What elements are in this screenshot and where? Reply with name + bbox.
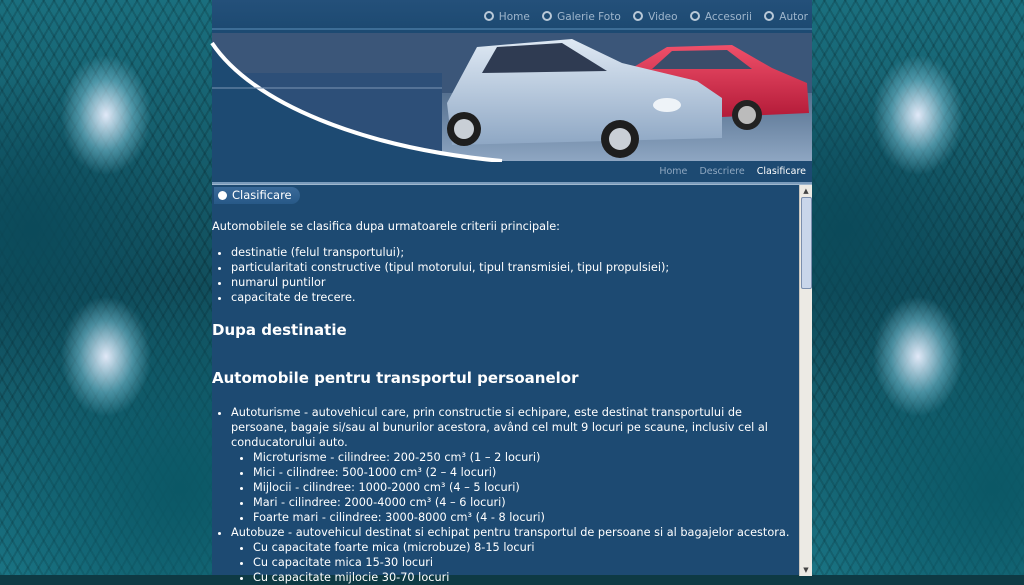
nav-bullet-icon — [690, 11, 700, 21]
list-item: • Cu capacitate foarte mica (microbuze) 8-15 locuri — [253, 540, 798, 555]
top-nav — [212, 0, 812, 30]
autoturisme-sublist — [231, 450, 798, 525]
autobuze-sublist — [231, 540, 798, 585]
list-item: • Microturisme - cilindree: 200-250 cm³ (1 – 2 locuri) — [253, 450, 798, 465]
subnav-clasificare[interactable]: Clasificare — [756, 166, 806, 177]
main-container — [212, 0, 812, 584]
list-item: • destinatie (felul transportului); — [231, 245, 798, 260]
list-item: • Cu capacitate mijlocie 30-70 locuri — [253, 570, 798, 585]
list-item: • Mari - cilindree: 2000-4000 cm³ (4 – 6 locuri) — [253, 495, 798, 510]
list-item: • capacitate de trecere. — [231, 290, 798, 305]
scroll-up-arrow-icon[interactable]: ▲ — [803, 187, 809, 195]
list-item-autobuze: • Autobuze - autovehicul destinat si echipat pentru transportul de persoane si al bagajelor acestora. • Cu capacitate foarte mica (microbuze) 8-15 locuri • Cu capacitate mica 15-30 locuri • Cu capacitate mijlocie 30-70 locuri — [231, 525, 798, 585]
heading-transport-persoane: Automobile pentru transportul persoanelor — [212, 369, 579, 387]
intro-text: Automobilele se clasifica dupa urmatoarele criterii principale: — [212, 220, 560, 233]
tab-bullet-icon — [218, 191, 227, 200]
subnav-descriere[interactable]: Descriere — [699, 166, 745, 177]
vertical-scrollbar[interactable] — [799, 185, 812, 576]
nav-bullet-icon — [764, 11, 774, 21]
background-right-panel — [812, 0, 1024, 575]
banner-cars-image — [212, 33, 812, 161]
subnav-home[interactable]: Home — [659, 166, 688, 177]
heading-destinatie: Dupa destinatie — [212, 321, 347, 339]
vehicle-list — [212, 405, 798, 585]
nav-accesorii[interactable]: Accesorii — [690, 11, 752, 23]
nav-autor[interactable]: Autor — [764, 11, 808, 23]
list-item: • Foarte mari - cilindree: 3000-8000 cm³ (4 - 8 locuri) — [253, 510, 798, 525]
background-left-panel — [0, 0, 212, 575]
list-item: • Mijlocii - cilindree: 1000-2000 cm³ (4 – 5 locuri) — [253, 480, 798, 495]
scroll-down-arrow-icon[interactable]: ▼ — [803, 566, 809, 574]
sub-nav — [212, 162, 812, 184]
scroll-thumb[interactable] — [801, 197, 812, 289]
article — [212, 185, 798, 585]
nav-home[interactable]: Home — [484, 11, 530, 23]
list-item: • particularitati constructive (tipul motorului, tipul transmisiei, tipul propulsiei); — [231, 260, 798, 275]
list-item: • Mici - cilindree: 500-1000 cm³ (2 – 4 locuri) — [253, 465, 798, 480]
nav-bullet-icon — [484, 11, 494, 21]
content-area — [212, 184, 812, 584]
list-item-autoturisme: • Autoturisme - autovehicul care, prin constructie si echipare, este destinat transportului de persoane, bagaje si/sau al bunurilor acestora, având cel mult 9 locuri pe scaune, inclusiv cel al conducatorului auto. • Microturisme - cilindree: 200-250 cm³ (1 – 2 locuri) • Mici - cilindree: 500-1000 cm³ (2 – 4 locuri) • Mijlocii - cilindree: 1000-2000 cm³ (4 – 5 locuri) • Mari - cilindree: 2000-4000 cm³ (4 – 6 locuri) • Foarte mari - cilindree: 3000-8000 cm³ (4 - 8 locuri) — [231, 405, 798, 525]
section-tab — [214, 187, 300, 204]
criteria-list — [212, 245, 798, 305]
section-title: Clasificare — [232, 188, 292, 202]
list-item: • numarul puntilor — [231, 275, 798, 290]
nav-galerie-foto[interactable]: Galerie Foto — [542, 11, 621, 23]
header-banner — [212, 33, 812, 161]
nav-bullet-icon — [633, 11, 643, 21]
list-item: • Cu capacitate mica 15-30 locuri — [253, 555, 798, 570]
nav-bullet-icon — [542, 11, 552, 21]
nav-video[interactable]: Video — [633, 11, 677, 23]
